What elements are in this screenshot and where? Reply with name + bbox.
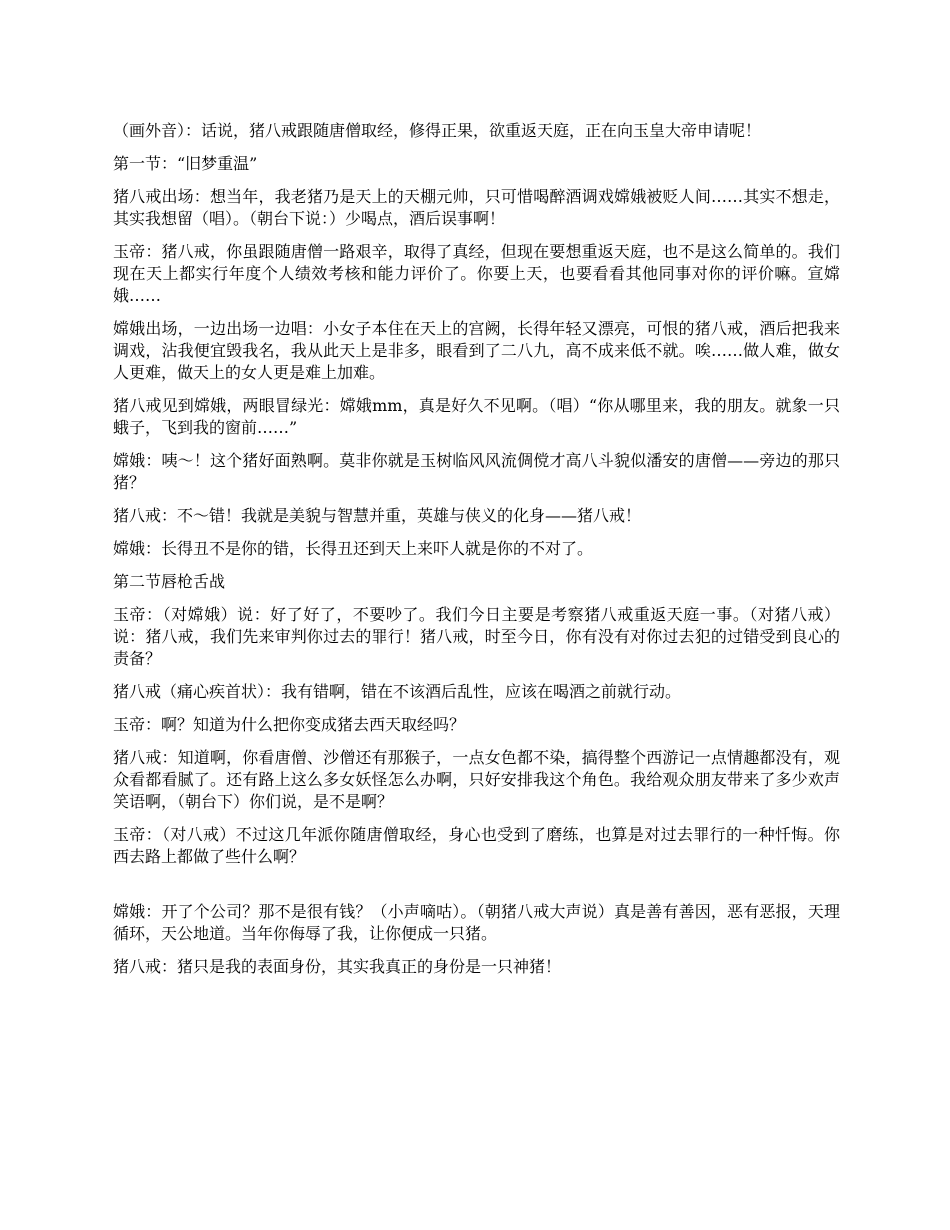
dialogue-paragraph: 嫦娥：长得丑不是你的错，长得丑还到天上来吓人就是你的不对了。 [113,539,594,558]
narration-paragraph: （画外音）：话说，猪八戒跟随唐僧取经，修得正果，欲重返天庭，正在向玉皇大帝申请呢！ [113,121,762,140]
dialogue-paragraph: 嫦娥：开了个公司？那不是很有钱？（小声嘀咕）。（朝猪八戒大声说）真是善有善因，恶有恶报，天理循环，天公地道。当年你侮辱了我，让你便成一只猪。 [113,902,840,943]
dialogue-paragraph: 玉帝：啊？知道为什么把你变成猪去西天取经吗？ [113,715,466,734]
dialogue-paragraph: 猪八戒见到嫦娥，两眼冒绿光：嫦娥mm，真是好久不见啊。（唱）“你从哪里来，我的朋友。就象一只蛾子，飞到我的窗前……” [113,396,840,437]
dialogue-paragraph: 嫦娥：咦～！这个猪好面熟啊。莫非你就是玉树临风风流倜傥才高八斗貌似潘安的唐僧——旁边的那只猪？ [113,451,840,492]
section-heading-2: 第二节唇枪舌战 [113,572,226,591]
dialogue-paragraph: 玉帝：（对八戒）不过这几年派你随唐僧取经，身心也受到了磨练，也算是对过去罪行的一种忏悔。你西去路上都做了些什么啊？ [113,825,840,866]
dialogue-paragraph: 猪八戒：知道啊，你看唐僧、沙僧还有那猴子，一点女色都不染，搞得整个西游记一点情趣都没有，观众看都看腻了。还有路上这么多女妖怪怎么办啊，只好安排我这个角色。我给观众朋友带来了多少欢声笑语啊，（朝台下）你们说，是不是啊？ [113,748,840,811]
dialogue-paragraph: 玉帝：（对嫦娥）说：好了好了，不要吵了。我们今日主要是考察猪八戒重返天庭一事。（对猪八戒）说：猪八戒，我们先来审判你过去的罪行！猪八戒，时至今日，你有没有对你过去犯的过错受到良心的责备？ [113,605,840,668]
section-heading-1: 第一节：“旧梦重温” [113,154,258,173]
dialogue-paragraph: 玉帝：猪八戒，你虽跟随唐僧一路艰辛，取得了真经，但现在要想重返天庭，也不是这么简单的。我们现在天上都实行年度个人绩效考核和能力评价了。你要上天，也要看看其他同事对你的评价嘛。宣嫦娥…… [113,242,840,305]
dialogue-paragraph: 猪八戒（痛心疾首状）：我有错啊，错在不该酒后乱性，应该在喝酒之前就行动。 [113,682,682,701]
dialogue-paragraph: 猪八戒：猪只是我的表面身份，其实我真正的身份是一只神猪！ [113,957,562,976]
dialogue-paragraph: 猪八戒出场：想当年，我老猪乃是天上的天棚元帅，只可惜喝醉酒调戏嫦娥被贬人间……其实不想走，其实我想留（唱）。（朝台下说：）少喝点，酒后误事啊！ [113,187,840,228]
document-page [113,120,840,989]
dialogue-paragraph: 猪八戒：不～错！我就是美貌与智慧并重，英雄与侠义的化身——猪八戒！ [113,506,642,525]
blank-spacer [113,879,840,901]
dialogue-paragraph: 嫦娥出场，一边出场一边唱：小女子本住在天上的宫阙，长得年轻又漂亮，可恨的猪八戒，酒后把我来调戏，沾我便宜毁我名，我从此天上是非多，眼看到了二八九，高不成来低不就。唉……做人难，做女人更难，做天上的女人更是难上加难。 [113,319,840,382]
